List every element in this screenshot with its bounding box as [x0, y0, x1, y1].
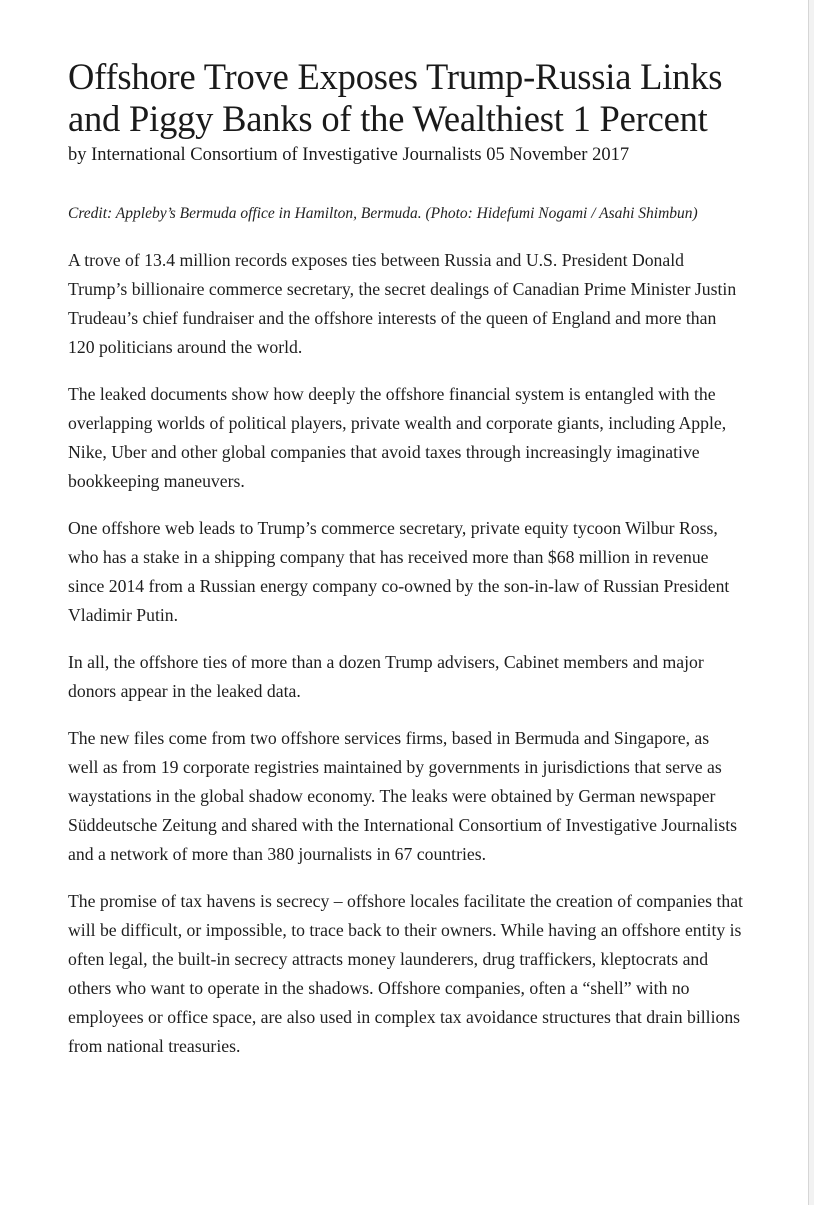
article-paragraph: In all, the offshore ties of more than a dozen Trump advisers, Cabinet members and major donors appear in the leaked data.: [68, 651, 704, 701]
window-right-edge: [808, 0, 814, 1205]
article: [68, 56, 744, 1061]
article-paragraph: The leaked documents show how deeply the offshore financial system is entangled with the overlapping worlds of political players, private wealth and corporate giants, including Apple, Nike, Uber and other global companies that avoid taxes through increasingly imaginative bookkeeping maneuvers.: [68, 383, 727, 491]
article-title: Offshore Trove Exposes Trump-Russia Links and Piggy Banks of the Wealthiest 1 Percent: [68, 56, 723, 139]
article-paragraph: A trove of 13.4 million records exposes ties between Russia and U.S. President Donald Trump’s billionaire commerce secretary, the secret dealings of Canadian Prime Minister Justin Trudeau’s chief fundraiser and the offshore interests of the queen of England and more than 120 politicians around the world.: [68, 249, 737, 357]
article-paragraph: The promise of tax havens is secrecy – offshore locales facilitate the creation of companies that will be difficult, or impossible, to trace back to their owners. While having an offshore entity is often legal, the built-in secrecy attracts money launderers, drug traffickers, kleptocrats and others who want to operate in the shadows. Offshore companies, often a “shell” with no employees or office space, are also used in complex tax avoidance structures that drain billions from national treasuries.: [68, 890, 743, 1056]
article-byline: by International Consortium of Investigative Journalists 05 November 2017: [68, 145, 630, 165]
article-paragraph: One offshore web leads to Trump’s commerce secretary, private equity tycoon Wilbur Ross, who has a stake in a shipping company that has received more than $68 million in revenue since 2014 from a Russian energy company co-owned by the son-in-law of Russian President Vladimir Putin.: [68, 517, 730, 625]
photo-credit: Credit: Appleby’s Bermuda office in Hamilton, Bermuda. (Photo: Hidefumi Nogami / Asahi Shimbun): [68, 205, 698, 222]
article-paragraph: The new files come from two offshore services firms, based in Bermuda and Singapore, as well as from 19 corporate registries maintained by governments in jurisdictions that serve as waystations in the global shadow economy. The leaks were obtained by German newspaper Süddeutsche Zeitung and shared with the International Consortium of Investigative Journalists and a network of more than 380 journalists in 67 countries.: [68, 727, 738, 864]
